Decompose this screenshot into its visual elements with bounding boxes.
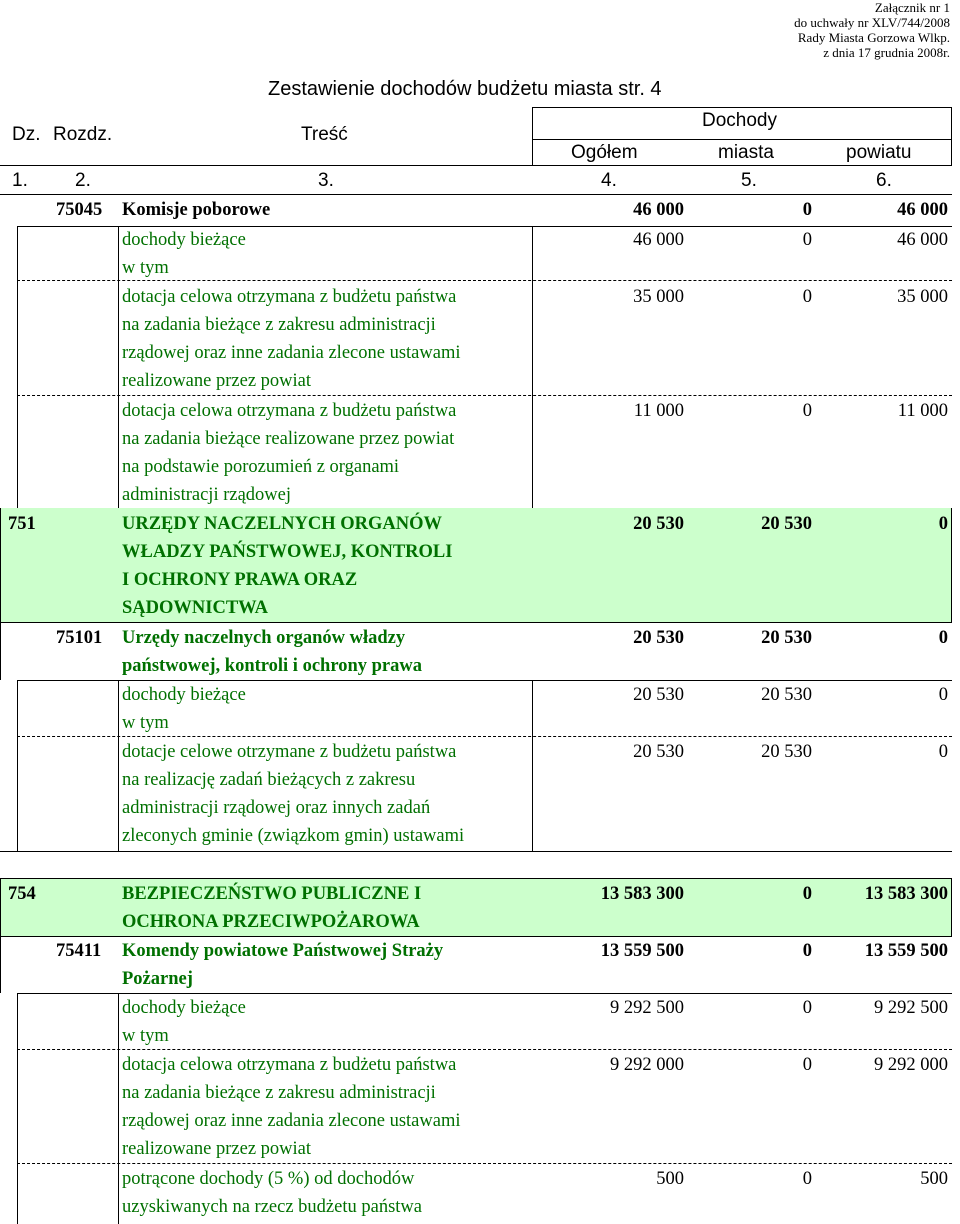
row-75411-wtym: w tym	[122, 1026, 169, 1046]
row-75045-wtym: w tym	[122, 258, 169, 278]
row-75101-miasta: 20 530	[761, 628, 812, 648]
row-75101-biezace-ogolem: 20 530	[633, 685, 684, 705]
col-border	[118, 993, 119, 1224]
col-border	[118, 680, 119, 851]
row-75045-biezace-name: dochody bieżące	[122, 230, 246, 250]
row-75411-dot-l1: dotacja celowa otrzymana z budżetu państwa	[122, 1055, 457, 1075]
header-miasta: miasta	[718, 142, 774, 163]
row-75045-dot2-ogolem: 11 000	[633, 401, 684, 421]
row-75045-dot2-l3: na podstawie porozumień z organami	[122, 457, 400, 477]
row-75045-biezace-ogolem: 46 000	[633, 230, 684, 250]
header-tresc: Treść	[301, 124, 348, 145]
row-751-powiatu: 0	[938, 514, 948, 534]
col-border	[118, 226, 119, 508]
header-dz: Dz.	[12, 124, 41, 145]
colnum-1: 1.	[12, 170, 28, 191]
dashed-divider	[17, 395, 952, 396]
row-75411-powiatu: 13 559 500	[864, 941, 948, 961]
row-75045-powiatu: 46 000	[897, 200, 948, 220]
dashed-divider	[17, 1049, 952, 1050]
row-75411-biezace-ogolem: 9 292 500	[610, 998, 684, 1018]
row-75411-rozdz: 75411	[56, 941, 102, 961]
row-75045-ogolem: 46 000	[633, 200, 684, 220]
attachment-line-1: Załącznik nr 1	[874, 0, 950, 15]
row-75411-l1: Komendy powiatowe Państwowej Straży	[122, 941, 444, 961]
header-left-border	[532, 107, 533, 165]
row-754-ogolem: 13 583 300	[600, 884, 684, 904]
attachment-line-2: do uchwały nr XLV/744/2008	[794, 15, 950, 30]
document-title: Zestawienie dochodów budżetu miasta str. 4	[268, 78, 662, 100]
col-border	[17, 680, 18, 851]
row-75045-dot1-l1: dotacja celowa otrzymana z budżetu państwa	[122, 287, 457, 307]
row-75411-dot-powiatu: 9 292 000	[874, 1055, 948, 1075]
row-75101-dot-l3: administracji rządowej oraz innych zadań	[122, 798, 431, 818]
row-75101-dot-l4: zleconych gminie (związkom gmin) ustawami	[122, 826, 465, 846]
row-751-l2: WŁADZY PAŃSTWOWEJ, KONTROLI	[122, 542, 453, 562]
col-border	[17, 993, 18, 1224]
col-border	[0, 508, 1, 622]
row-75101-rozdz: 75101	[56, 628, 103, 648]
header-right-border	[951, 107, 952, 165]
row-75045-dot1-l4: realizowane przez powiat	[122, 371, 312, 391]
row-75045-rozdz: 75045	[56, 200, 103, 220]
row-75411-miasta: 0	[802, 941, 812, 961]
col-border	[532, 680, 533, 851]
row-75045-dot1-miasta: 0	[802, 287, 812, 307]
row-75101-dot-l1: dotacje celowe otrzymane z budżetu państwa	[122, 742, 457, 762]
row-75101-dot-powiatu: 0	[938, 742, 948, 762]
row-75411-potr-l1: potrącone dochody (5 %) od dochodów	[122, 1169, 415, 1189]
colnum-5: 5.	[741, 170, 757, 191]
row-751-l3: I OCHRONY PRAWA ORAZ	[122, 570, 358, 590]
colnum-6: 6.	[876, 170, 892, 191]
row-75411-biezace-miasta: 0	[802, 998, 812, 1018]
row-751-miasta: 20 530	[761, 514, 812, 534]
attachment-line-3: Rady Miasta Gorzowa Wlkp.	[797, 30, 950, 45]
row-75411-biezace-name: dochody bieżące	[122, 998, 246, 1018]
row-75045-name: Komisje poborowe	[122, 200, 271, 220]
col-border	[0, 878, 1, 936]
row-75045-dot1-l3: rządowej oraz inne zadania zlecone ustawami	[122, 343, 461, 363]
row-75411-biezace-powiatu: 9 292 500	[874, 998, 948, 1018]
colnum-2: 2.	[75, 170, 91, 191]
col-border	[951, 508, 952, 622]
colnum-bottom-border	[0, 194, 952, 195]
header-bottom-border	[0, 165, 952, 166]
col-border	[0, 936, 1, 993]
row-75045-dot1-l2: na zadania bieżące z zakresu administracji	[122, 315, 436, 335]
dashed-divider	[17, 736, 952, 737]
row-75045-dot1-ogolem: 35 000	[633, 287, 684, 307]
row-75045-dot1-powiatu: 35 000	[897, 287, 948, 307]
col-border	[0, 622, 1, 680]
header-rozdz: Rozdz.	[53, 124, 113, 145]
row-75411-l2: Pożarnej	[122, 969, 193, 989]
row-751-ogolem: 20 530	[633, 514, 684, 534]
colnum-3: 3.	[318, 170, 334, 191]
row-754-l1: BEZPIECZEŃSTWO PUBLICZNE I	[122, 884, 422, 904]
row-75101-dot-l2: na realizację zadań bieżących z zakresu	[122, 770, 416, 790]
row-75411-dot-l2: na zadania bieżące z zakresu administracji	[122, 1083, 436, 1103]
row-75411-dot-l3: rządowej oraz inne zadania zlecone ustawami	[122, 1111, 461, 1131]
row-75045-dot2-l4: administracji rządowej	[122, 485, 292, 505]
header-ogolem: Ogółem	[571, 142, 638, 163]
row-754-l2: OCHRONA PRZECIWPOŻAROWA	[122, 912, 420, 932]
row-75045-dot2-powiatu: 11 000	[897, 401, 948, 421]
row-75045-biezace-miasta: 0	[802, 230, 812, 250]
col-border	[951, 878, 952, 936]
row-75045-dot2-l2: na zadania bieżące realizowane przez powiat	[122, 429, 455, 449]
row-754-powiatu: 13 583 300	[864, 884, 948, 904]
row-75101-wtym: w tym	[122, 713, 169, 733]
row-75045-dot2-miasta: 0	[802, 401, 812, 421]
header-top-border	[532, 107, 952, 108]
row-75411-potr-miasta: 0	[802, 1169, 812, 1189]
row-75045-dot2-l1: dotacja celowa otrzymana z budżetu państwa	[122, 401, 457, 421]
row-75411-potr-powiatu: 500	[920, 1169, 948, 1189]
row-75101-dot-miasta: 20 530	[761, 742, 812, 762]
header-mid-border	[532, 139, 952, 140]
row-751-l4: SĄDOWNICTWA	[122, 598, 268, 618]
row-75411-dot-miasta: 0	[802, 1055, 812, 1075]
row-75411-ogolem: 13 559 500	[600, 941, 684, 961]
row-75045-miasta: 0	[802, 200, 812, 220]
dashed-divider	[17, 280, 952, 281]
divider	[0, 878, 952, 879]
header-dochody: Dochody	[702, 110, 777, 131]
divider	[0, 851, 952, 852]
row-75101-biezace-miasta: 20 530	[761, 685, 812, 705]
row-75101-powiatu: 0	[938, 628, 948, 648]
row-75411-dot-l4: realizowane przez powiat	[122, 1139, 312, 1159]
col-border	[532, 226, 533, 508]
row-751-l1: URZĘDY NACZELNYCH ORGANÓW	[122, 514, 443, 534]
row-75101-ogolem: 20 530	[633, 628, 684, 648]
row-75101-biezace-name: dochody bieżące	[122, 685, 246, 705]
attachment-note	[690, 0, 950, 60]
dashed-divider	[17, 1163, 952, 1164]
header-powiatu: powiatu	[846, 142, 912, 163]
row-75101-dot-ogolem: 20 530	[633, 742, 684, 762]
divider	[0, 622, 952, 623]
attachment-line-4: z dnia 17 grudnia 2008r.	[823, 45, 950, 60]
row-754-dz: 754	[8, 884, 36, 904]
row-75101-biezace-powiatu: 0	[938, 685, 948, 705]
row-75045-biezace-powiatu: 46 000	[897, 230, 948, 250]
row-75101-l2: państwowej, kontroli i ochrony prawa	[122, 656, 422, 676]
col-border	[17, 226, 18, 508]
row-75101-l1: Urzędy naczelnych organów władzy	[122, 628, 406, 648]
row-754-miasta: 0	[802, 884, 812, 904]
row-75411-dot-ogolem: 9 292 000	[610, 1055, 684, 1075]
row-751-dz: 751	[8, 514, 36, 534]
colnum-4: 4.	[601, 170, 617, 191]
row-75411-potr-l2: uzyskiwanych na rzecz budżetu państwa	[122, 1197, 422, 1217]
row-75411-potr-ogolem: 500	[656, 1169, 684, 1189]
